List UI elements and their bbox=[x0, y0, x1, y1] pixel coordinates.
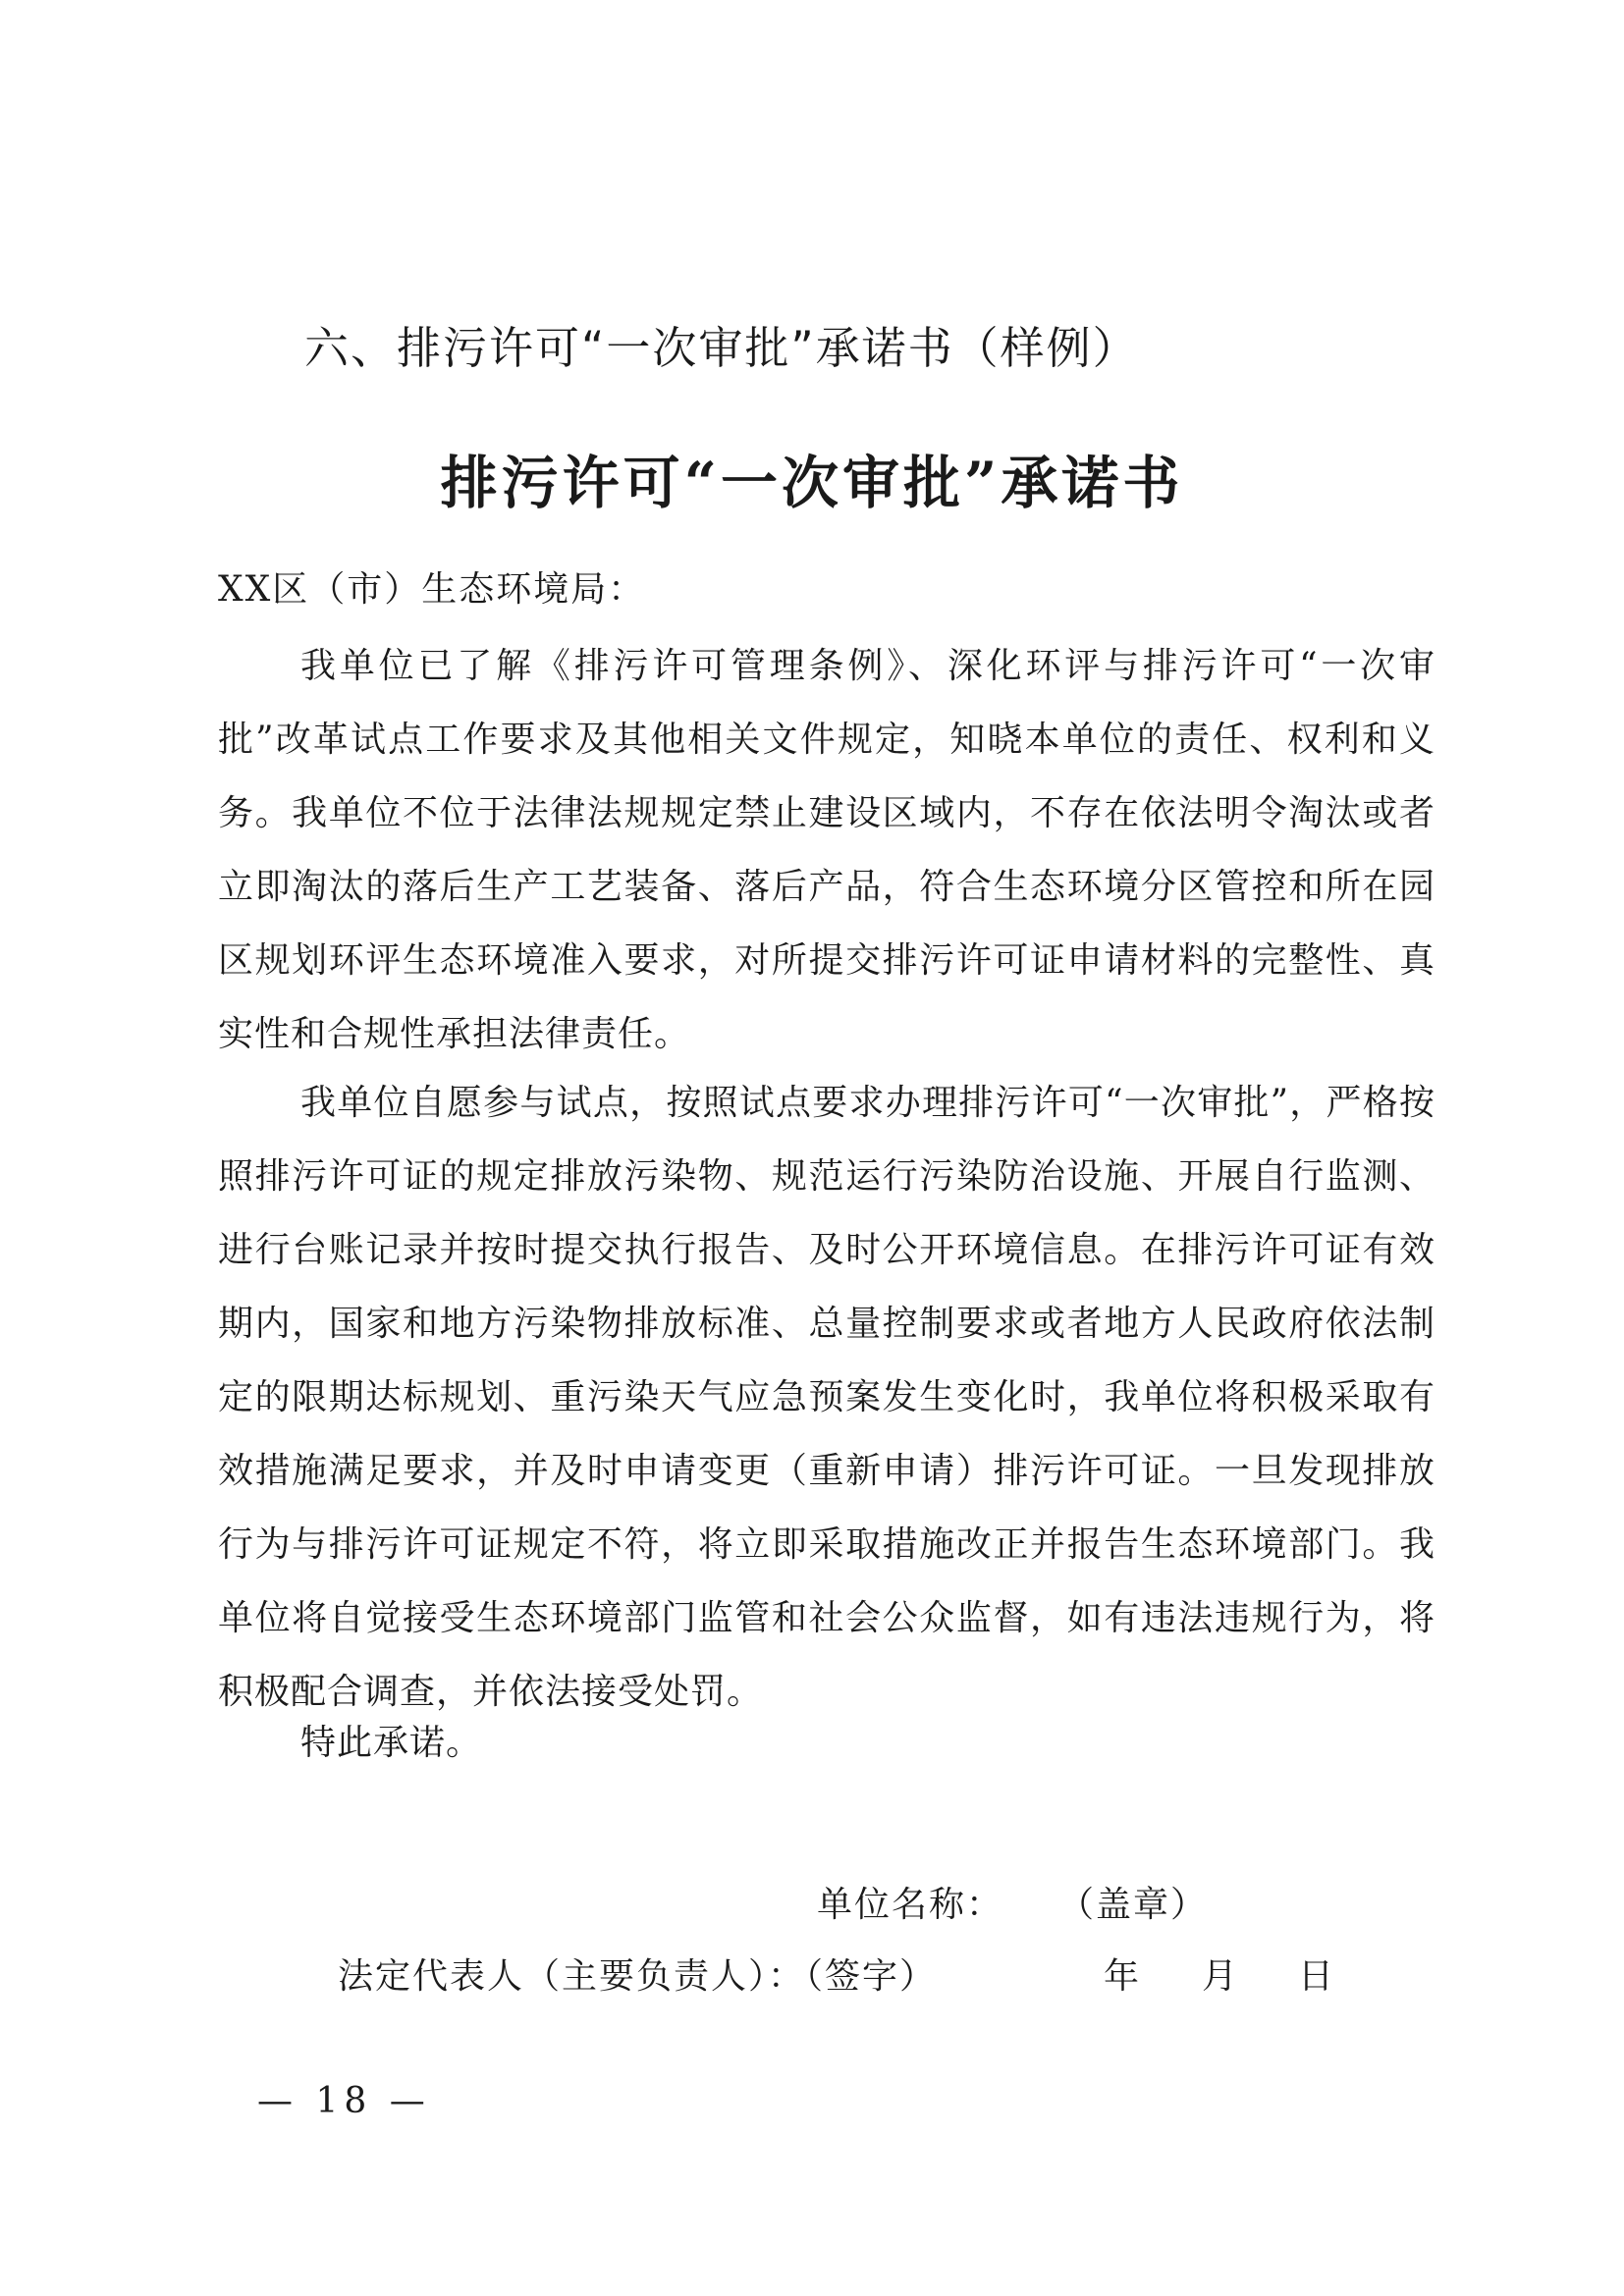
addressee: XX区（市）生态环境局： bbox=[218, 569, 646, 610]
closing-statement: 特此承诺。 bbox=[300, 1723, 483, 1763]
date-day-label: 日 bbox=[1298, 1956, 1336, 1997]
body-paragraph-2: 我单位自愿参与试点，按照试点要求办理排污许可“一次审批”，严格按照排污许可证的规定排放污染物、规范运行污染防治设施、开展自行监测、进行台账记录并按时提交执行报告、及时公开环境信息。在排污许可证有效期内，国家和地方污染物排放标准、总量控制要求或者地方人民政府依法制定的限期达标规划、重污染天气应急预案发生变化时，我单位将积极采取有效措施满足要求，并及时申请变更（重新申请）排污许可证。一旦发现排放行为与排污许可证规定不符，将立即采取措施改正并报告生态环境部门。我单位将自觉接受生态环境部门监管和社会公众监督，如有违法违规行为，将积极配合调查，并依法接受处罚。 bbox=[218, 1083, 1435, 1712]
legal-representative-label: 法定代表人（主要负责人）：（签字） bbox=[338, 1956, 938, 1997]
body-paragraph-1: 我单位已了解《排污许可管理条例》、深化环评与排污许可“一次审批”改革试点工作要求及其他相关文件规定，知晓本单位的责任、权利和义务。我单位不位于法律法规规定禁止建设区域内，不存在依法明令淘汰或者立即淘汰的落后生产工艺装备、落后产品，符合生态环境分区管控和所在园区规划环评生态环境准入要求，对所提交排污许可证申请材料的完整性、真实性和合规性承担法律责任。 bbox=[218, 646, 1435, 1054]
unit-name-label: 单位名称： bbox=[817, 1885, 1004, 1925]
date-month-label: 月 bbox=[1202, 1956, 1240, 1997]
section-heading: 六、排污许可“一次审批”承诺书（样例） bbox=[304, 322, 1139, 374]
date-year-label: 年 bbox=[1104, 1956, 1142, 1997]
document-title: 排污许可“一次审批”承诺书 bbox=[440, 450, 1184, 516]
seal-label: （盖章） bbox=[1058, 1885, 1209, 1925]
page-number: — 18 — bbox=[257, 2081, 431, 2121]
